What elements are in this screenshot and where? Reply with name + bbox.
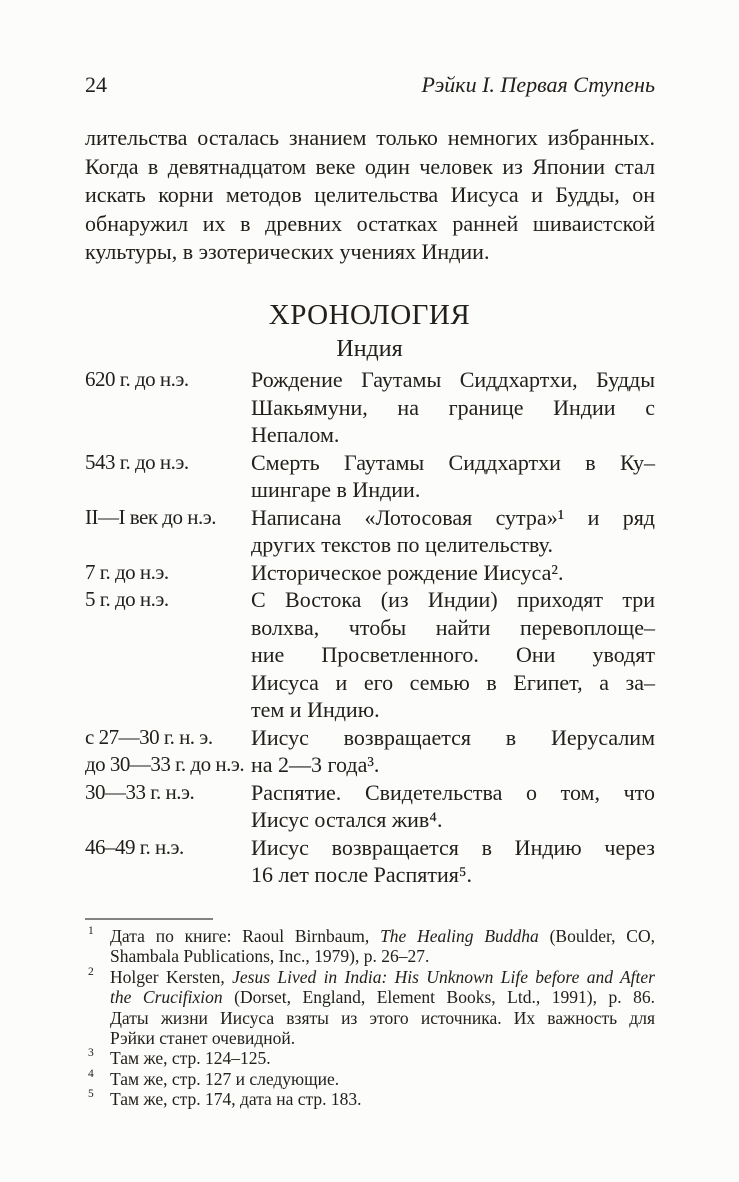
timeline-date	[85, 724, 251, 779]
footnote-marker: 1	[88, 925, 94, 937]
footnote	[85, 1048, 655, 1068]
timeline-date	[85, 779, 251, 807]
intro-line: культуры, в эзотерических учениях Индии.	[85, 239, 490, 264]
timeline-row	[85, 834, 655, 889]
footnote-line	[110, 926, 655, 946]
description-line: С Востока (из Индии) приходят три	[251, 587, 655, 612]
footnote-text: Holger Kersten,	[110, 966, 233, 987]
timeline-row	[85, 724, 655, 779]
page-number: 24	[85, 72, 107, 97]
footnote-text: Дата по книге: Raoul Birnbaum,	[110, 926, 381, 946]
footnote-text-italic: The Healing Buddha	[380, 926, 539, 946]
timeline-row	[85, 449, 655, 504]
footnote-text: (Dorset, England, Element Books, Ltd., 1991), p. 86.	[222, 987, 655, 1008]
timeline-date	[85, 449, 251, 477]
footnote-marker: 3	[88, 1047, 94, 1060]
timeline-date	[85, 834, 251, 862]
description-line: волхва, чтобы найти перевоплоще–	[251, 614, 655, 640]
description-line: Написана «Лотосовая сутра»¹ и ряд	[251, 504, 655, 530]
date-line: II—I век до н.э.	[85, 504, 216, 529]
description-line: шингаре в Индии.	[251, 477, 421, 502]
footnote-line	[110, 967, 655, 987]
description-line: тем и Индию.	[251, 697, 380, 722]
intro-line: Когда в девятнадцатом веке один человек из Японии стал	[85, 153, 655, 179]
timeline-date	[85, 504, 251, 532]
footnote-text: Там же, стр. 174, дата на стр. 183.	[110, 1089, 362, 1110]
description-line: Рождение Гаутамы Сиддхартхи, Будды	[251, 367, 655, 392]
section-title: ХРОНОЛОГИЯ	[268, 299, 471, 331]
footnote-line	[110, 987, 655, 1007]
description-line: Иисуса и его семью в Египет, а за–	[251, 669, 655, 695]
footnote-line	[110, 1048, 655, 1068]
footnote-line	[110, 1069, 655, 1089]
timeline-description	[251, 449, 655, 504]
page-header	[85, 72, 655, 98]
date-line: с 27—30 г. н. э.	[85, 724, 213, 749]
timeline-date	[85, 559, 251, 587]
footnote-text: Там же, стр. 124–125.	[110, 1048, 271, 1069]
intro-line: обнаружил их в древних остатках ранней шиваистской	[85, 210, 655, 236]
description-line: Историческое рождение Иисуса².	[251, 559, 564, 585]
section-subtitle: Индия	[336, 336, 403, 362]
timeline-description	[251, 504, 655, 559]
timeline-row	[85, 779, 655, 834]
footnote	[85, 926, 655, 967]
intro-paragraph	[85, 124, 655, 267]
timeline-description	[251, 779, 655, 834]
footnote-text: Shambala Publications, Inc., 1979), p. 26–27.	[110, 946, 430, 967]
description-line: Иисус возвращается в Индию через	[251, 834, 655, 860]
intro-line: лительства осталась знанием только немногих избранных.	[85, 125, 655, 150]
footnote-text: (Boulder, CO,	[538, 926, 655, 946]
footnote-text-italic: the Crucifixion	[110, 987, 223, 1008]
date-line: 620 г. до н.э.	[85, 367, 189, 391]
footnote-text-italic: Jesus Lived in India: His Unknown Life before and After	[232, 966, 655, 987]
description-line: Непалом.	[251, 422, 340, 447]
timeline-date	[85, 366, 251, 394]
description-line: Иисус остался жив⁴.	[251, 807, 443, 832]
running-title: Рэйки I. Первая Ступень	[421, 72, 655, 97]
description-line: 16 лет после Распятия⁵.	[251, 862, 473, 887]
footnote-line	[110, 946, 655, 966]
timeline-row	[85, 559, 655, 587]
footnotes	[85, 926, 655, 1110]
footnote	[85, 1069, 655, 1089]
footnote-line	[110, 1008, 655, 1028]
date-line: 543 г. до н.э.	[85, 449, 189, 474]
description-line: Шакьямуни, на границе Индии с	[251, 394, 655, 420]
description-line: ние Просветленного. Они уводят	[251, 642, 655, 667]
timeline-row	[85, 504, 655, 559]
timeline-description	[251, 834, 655, 889]
footnote-separator	[85, 918, 213, 920]
footnote-marker: 2	[88, 965, 94, 978]
chronology-table	[85, 366, 655, 889]
description-line: Смерть Гаутамы Сиддхартхи в Ку–	[251, 449, 655, 475]
footnote-marker: 4	[88, 1067, 94, 1080]
description-line: на 2—3 года³.	[251, 752, 380, 777]
date-line: 5 г. до н.э.	[85, 587, 169, 611]
date-line: 7 г. до н.э.	[85, 559, 169, 584]
date-line: 46–49 г. н.э.	[85, 834, 184, 859]
footnote-text: Даты жизни Иисуса взяты из этого источника. Их важность для	[110, 1007, 655, 1028]
intro-line: искать корни методов целительства Иисуса и Будды, он	[85, 182, 655, 207]
timeline-row	[85, 366, 655, 449]
timeline-description	[251, 586, 655, 724]
footnote-line	[110, 1028, 655, 1048]
timeline-description	[251, 724, 655, 779]
date-line: до 30—33 г. до н.э.	[85, 752, 245, 776]
footnote-marker: 5	[88, 1088, 94, 1101]
date-line: 30—33 г. н.э.	[85, 779, 195, 804]
timeline-description	[251, 559, 655, 587]
timeline-row	[85, 586, 655, 724]
description-line: других текстов по целительству.	[251, 532, 553, 557]
footnote-line	[110, 1089, 655, 1109]
timeline-date	[85, 586, 251, 614]
footnote-text: Рэйки станет очевидной.	[110, 1028, 296, 1049]
footnote	[85, 1089, 655, 1109]
timeline-description	[251, 366, 655, 449]
footnote	[85, 967, 655, 1049]
description-line: Иисус возвращается в Иерусалим	[251, 724, 655, 750]
description-line: Распятие. Свидетельства о том, что	[251, 779, 655, 805]
footnote-text: Там же, стр. 127 и следующие.	[110, 1068, 340, 1089]
